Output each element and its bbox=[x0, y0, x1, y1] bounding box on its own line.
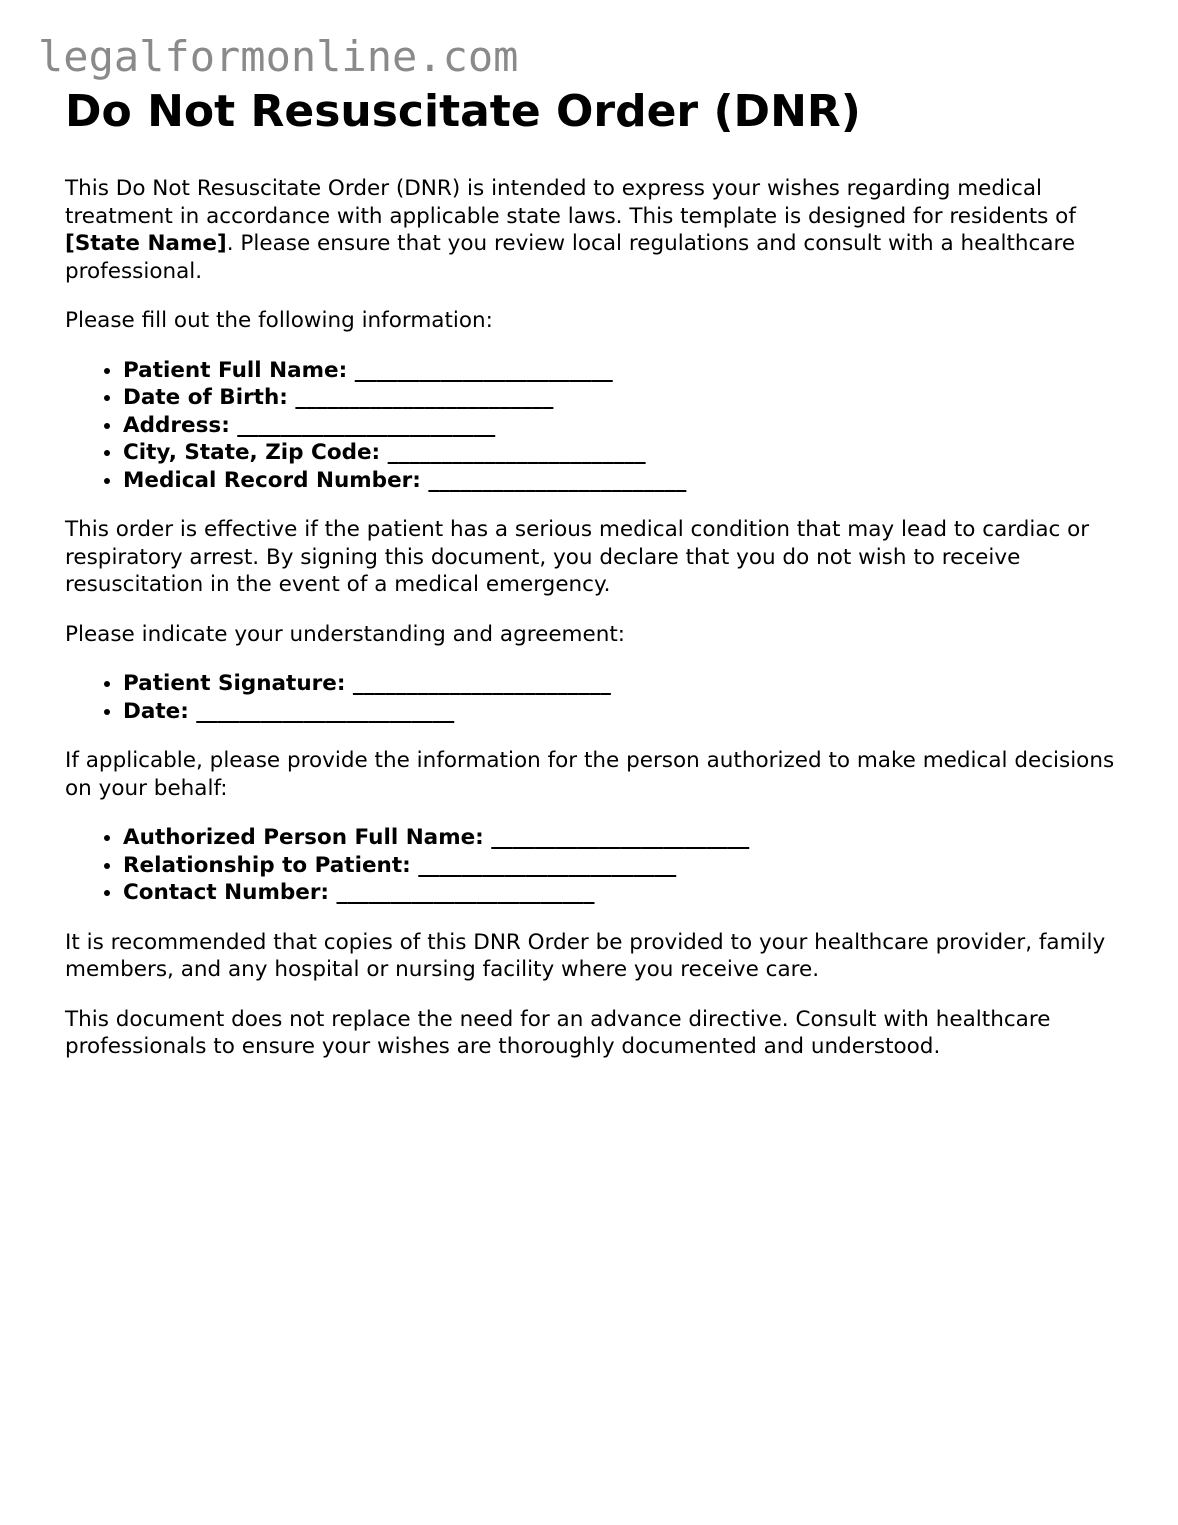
copies-paragraph: It is recommended that copies of this DNR Order be provided to your healthcare provider, family members, and any hospital or nursing facility where you receive care. bbox=[65, 929, 1106, 982]
signature-date-field[interactable]: • Date: ________________________ bbox=[123, 698, 1125, 726]
document-body bbox=[65, 84, 1125, 1083]
page-title: Do Not Resuscitate Order (DNR) bbox=[65, 86, 861, 137]
city-state-zip-field[interactable]: • City, State, Zip Code: ________________________ bbox=[123, 439, 1125, 467]
state-name-placeholder: [State Name] bbox=[65, 231, 227, 256]
agreement-prompt: Please indicate your understanding and agreement: bbox=[65, 621, 626, 647]
patient-full-name-field[interactable]: • Patient Full Name: ________________________ bbox=[123, 357, 1125, 385]
authorized-person-name-field[interactable]: • Authorized Person Full Name: ________________________ bbox=[123, 824, 1125, 852]
date-of-birth-field[interactable]: • Date of Birth: ________________________ bbox=[123, 384, 1125, 412]
patient-signature-field[interactable]: • Patient Signature: ________________________ bbox=[123, 670, 1125, 698]
agreement-list bbox=[65, 670, 1125, 725]
authorized-prompt: If applicable, please provide the information for the person authorized to make medical decisions on your behalf: bbox=[65, 748, 1115, 801]
authorized-person-list bbox=[65, 824, 1125, 907]
intro-paragraph bbox=[65, 175, 1125, 285]
address-field[interactable]: • Address: ________________________ bbox=[123, 412, 1125, 440]
medical-record-number-field[interactable]: • Medical Record Number: ________________________ bbox=[123, 467, 1125, 495]
intro-text-after: . Please ensure that you review local regulations and consult with a healthcare professional. bbox=[65, 231, 1076, 284]
relationship-field[interactable]: • Relationship to Patient: ________________________ bbox=[123, 852, 1125, 880]
fill-prompt: Please fill out the following information: bbox=[65, 308, 493, 333]
effective-paragraph: This order is effective if the patient has a serious medical condition that may lead to cardiac or respiratory arrest. By signing this document, you declare that you do not wish to receive resuscitation in the event of a medical emergency. bbox=[65, 517, 1090, 597]
patient-info-list bbox=[65, 357, 1125, 495]
intro-text-before: This Do Not Resuscitate Order (DNR) is intended to express your wishes regarding medical treatment in accordance with applicable state laws. This template is designed for residents of bbox=[65, 176, 1076, 229]
contact-number-field[interactable]: • Contact Number: ________________________ bbox=[123, 879, 1125, 907]
closing-paragraph: This document does not replace the need for an advance directive. Consult with healthcare professionals to ensure your wishes are thoroughly documented and understood. bbox=[65, 1006, 1051, 1059]
watermark: legalformonline.com bbox=[38, 32, 519, 81]
